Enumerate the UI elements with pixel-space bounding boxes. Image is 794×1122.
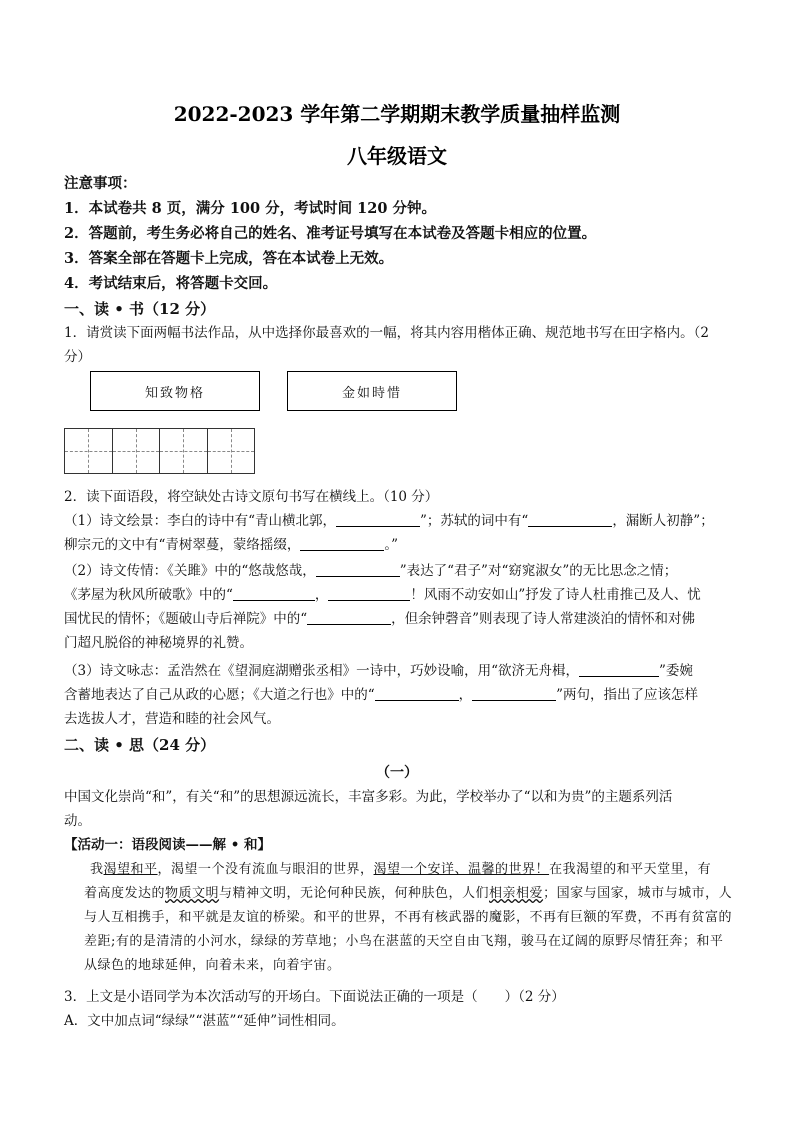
blank[interactable] — [472, 686, 556, 701]
text: ，漏断人初静”； — [612, 513, 714, 529]
text: 着高度发达的 — [84, 886, 166, 901]
text: （3）诗文咏志：孟浩然在《望洞庭湖赠张丞相》一诗中，巧妙设喻，用“欲济无舟楫， — [64, 663, 579, 679]
q2-p3-line3: 去选拔人才，营造和睦的社会风气。 — [64, 711, 280, 727]
text: 含蓄地表达了自己从政的心愿；《大道之行也》中的“ — [64, 687, 375, 703]
q2-p3-line1 — [64, 662, 734, 680]
q2-p2-line2 — [64, 586, 734, 604]
calligraphy-left: 知致物格 — [90, 371, 260, 411]
text: ！风雨不动安如山”抒发了诗人杜甫推己及人、忧 — [410, 587, 701, 603]
blank[interactable] — [316, 562, 400, 577]
text: ， — [314, 587, 329, 603]
exam-title: 2022-2023 学年第二学期期末教学质量抽样监测 — [173, 102, 621, 126]
notice-heading: 注意事项： — [64, 175, 137, 192]
grid-cell[interactable] — [160, 428, 208, 474]
q2-p1-line1 — [64, 512, 734, 530]
blank[interactable] — [300, 536, 384, 551]
blank[interactable] — [328, 586, 410, 601]
section1-heading: 一、读 • 书（12 分） — [64, 300, 216, 318]
passage-line-4: 差距;有的是清清的小河水，绿绿的芳草地；小鸟在湛蓝的天空自由飞翔，骏马在辽阔的原野尽情狂奔；和平 — [84, 934, 724, 949]
text: ，渴望一个没有流血与眼泪的世界， — [157, 862, 374, 877]
q2-intro: 2．读下面语段，将空缺处古诗文原句书写在横线上。（10 分） — [64, 489, 439, 505]
q2-p2-line3 — [64, 610, 734, 628]
section2-intro-1: 中国文化崇尚“和”，有关“和”的思想源远流长，丰富多彩。为此，学校举办了“以和为贵”的主题系列活 — [64, 789, 673, 805]
notice-item-3: 3．答案全部在答题卡上完成，答在本试卷上无效。 — [64, 250, 394, 267]
passage-line-1 — [90, 858, 734, 881]
text: ”两句，指出了应该怎样 — [556, 687, 699, 703]
exam-subtitle: 八年级语文 — [347, 144, 447, 168]
text: ”表达了“君子”对“窈窕淑女”的无比思念之情； — [399, 563, 678, 579]
q2-p1-line2 — [64, 536, 734, 554]
text: 国忧民的情怀；《题破山寺后禅院》中的“ — [64, 611, 308, 627]
blank[interactable] — [233, 586, 315, 601]
text: （2）诗文传情：《关雎》中的“悠哉悠哉， — [64, 563, 316, 579]
text: 与精神文明，无论何种民族，何种肤色，人们 — [219, 886, 490, 901]
text: ，但余钟磬音”则表现了诗人常建淡泊的情怀和对佛 — [391, 611, 696, 627]
tianzige-grid — [64, 428, 255, 474]
q1-line2: 分） — [64, 349, 91, 365]
wavy-underlined-text: 物质文明 — [165, 886, 220, 901]
wavy-underlined-text: 相亲相爱 — [489, 886, 544, 901]
section2-heading: 二、读 • 思（24 分） — [64, 736, 216, 754]
notice-item-4: 4．考试结束后，将答题卡交回。 — [64, 275, 278, 292]
underlined-text: 渴望和平 — [103, 862, 158, 877]
section2-intro-2: 动。 — [64, 813, 91, 829]
passage-line-5: 从绿色的地球延伸，向着未来，向着宇宙。 — [84, 958, 341, 973]
text: ， — [458, 687, 473, 703]
passage-line-3: 与人互相携手，和平就是友谊的桥梁。和平的世界，不再有核武器的魔影，不再有巨额的军费，不再有贫富的 — [84, 910, 733, 925]
part-one-label: （一） — [376, 765, 418, 781]
grid-cell[interactable] — [208, 428, 256, 474]
blank[interactable] — [528, 512, 612, 527]
text: 在我渴望的和平天堂里，有 — [549, 862, 712, 877]
q2-p3-line2 — [64, 686, 734, 704]
grid-cell[interactable] — [113, 428, 161, 474]
underlined-text: 渴望一个安详、温馨的世界！ — [373, 862, 550, 877]
blank[interactable] — [307, 610, 391, 625]
q3-text: 3．上文是小语同学为本次活动写的开场白。下面说法正确的一项是（ ）（2 分） — [64, 989, 565, 1005]
calligraphy-right: 金如時惜 — [287, 371, 457, 411]
blank[interactable] — [336, 512, 420, 527]
blank[interactable] — [579, 662, 659, 677]
text: 柳宗元的文中有“青树翠蔓，蒙络摇缀， — [64, 537, 301, 553]
text: ”；苏轼的词中有“ — [420, 513, 529, 529]
text: ；国家与国家，城市与城市，人 — [543, 886, 733, 901]
text: 。” — [384, 537, 399, 553]
q1-line1: 1．请赏读下面两幅书法作品，从中选择你最喜欢的一幅，将其内容用楷体正确、规范地书写在田字格内。（2 — [64, 325, 709, 341]
q3-option-a[interactable]: A．文中加点词“绿绿”“湛蓝”“延伸”词性相同。 — [64, 1013, 345, 1029]
text: （1）诗文绘景：李白的诗中有“青山横北郭， — [64, 513, 336, 529]
blank[interactable] — [375, 686, 459, 701]
text: 《茅屋为秋风所破歌》中的“ — [64, 587, 233, 603]
q2-p2-line1 — [64, 562, 734, 580]
notice-item-1: 1．本试卷共 8 页，满分 100 分，考试时间 120 分钟。 — [64, 200, 436, 217]
passage-line-2 — [84, 882, 734, 905]
notice-item-2: 2．答题前，考生务必将自己的姓名、准考证号填写在本试卷及答题卡相应的位置。 — [64, 225, 597, 242]
activity-heading: 【活动一：语段阅读——解 • 和】 — [64, 837, 272, 853]
q2-p2-line4: 门超凡脱俗的神秘境界的礼赞。 — [64, 635, 253, 651]
grid-cell[interactable] — [65, 428, 113, 474]
text: ”委婉 — [659, 663, 693, 679]
text: 我 — [90, 862, 104, 877]
